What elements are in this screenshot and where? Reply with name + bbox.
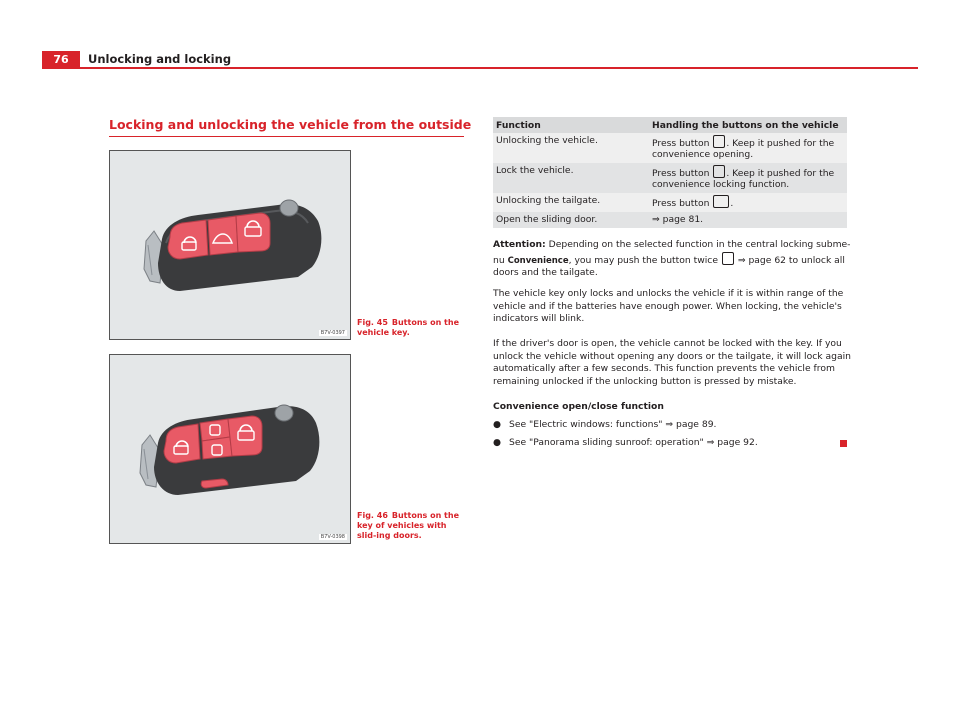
table-row bbox=[493, 133, 847, 163]
figure-label: Fig. 45 bbox=[357, 318, 388, 327]
function-table bbox=[493, 117, 847, 228]
handling-text: . Keep it pushed for the convenience opening. bbox=[652, 138, 835, 160]
column-header-function: Function bbox=[493, 117, 649, 133]
attention-text: , you may push the button twice bbox=[568, 254, 718, 266]
section-rule bbox=[109, 136, 464, 137]
attention-text: ⇒ page 62 to unlock all doors and the tailgate. bbox=[493, 254, 845, 278]
figure-caption-text: Buttons on the key of vehicles with slid-ing doors. bbox=[357, 511, 459, 540]
image-code: B7V-0397 bbox=[320, 330, 345, 336]
column-header-handling: Handling the buttons on the vehicle bbox=[649, 117, 847, 133]
figure-45-image bbox=[109, 150, 351, 340]
attention-paragraph bbox=[493, 239, 851, 280]
menu-name: Convenience bbox=[507, 255, 569, 266]
list-item-text: See "Electric windows: functions" ⇒ page 89. bbox=[509, 419, 717, 430]
driver-door-paragraph bbox=[493, 338, 851, 388]
table-row bbox=[493, 163, 847, 193]
page-reference: ⇒ page 81. bbox=[652, 214, 704, 225]
list-item bbox=[493, 437, 758, 450]
function-cell: Lock the vehicle. bbox=[493, 163, 649, 193]
chapter-title: Unlocking and locking bbox=[88, 52, 232, 66]
figure-caption-text: Buttons on the vehicle key. bbox=[357, 318, 459, 337]
unlock-icon bbox=[722, 252, 734, 265]
handling-text: Press button bbox=[652, 168, 710, 179]
figure-46-image bbox=[109, 354, 351, 544]
section-end-marker bbox=[840, 440, 847, 447]
function-cell: Open the sliding door. bbox=[493, 212, 649, 228]
figure-46-caption bbox=[357, 511, 467, 541]
handling-text: Press button bbox=[652, 138, 710, 149]
convenience-heading: Convenience open/close function bbox=[493, 401, 664, 412]
list-item bbox=[493, 419, 716, 432]
tailgate-icon bbox=[713, 195, 729, 208]
car-key-illustration bbox=[110, 151, 350, 339]
handling-text: Press button bbox=[652, 198, 710, 209]
handling-text: . bbox=[730, 198, 734, 209]
handling-cell bbox=[649, 212, 847, 228]
table-row bbox=[493, 212, 847, 228]
attention-text: Depending on the selected function in the central locking subme-nu bbox=[493, 239, 851, 266]
header-rule bbox=[42, 67, 918, 69]
car-key-sliding-doors-illustration bbox=[110, 355, 350, 543]
attention-label: Attention: bbox=[493, 239, 546, 250]
lock-icon bbox=[713, 165, 725, 178]
list-item-text: See "Panorama sliding sunroof: operation" ⇒ page 92. bbox=[509, 437, 758, 448]
handling-cell bbox=[649, 193, 847, 212]
section-title: Locking and unlocking the vehicle from the outside bbox=[109, 117, 472, 132]
handling-cell bbox=[649, 133, 847, 163]
figure-label: Fig. 46 bbox=[357, 511, 388, 520]
bullet-icon: ● bbox=[493, 437, 502, 448]
function-cell: Unlocking the tailgate. bbox=[493, 193, 649, 212]
bullet-icon: ● bbox=[493, 419, 502, 430]
range-paragraph bbox=[493, 288, 851, 326]
handling-cell bbox=[649, 163, 847, 193]
paragraph-text: The vehicle key only locks and unlocks the vehicle if it is within range of the vehicle and if the batteries have enough power. When locking, the vehicle's indicators will blink. bbox=[493, 288, 844, 324]
image-code: B7V-0398 bbox=[320, 534, 345, 540]
table-header-row bbox=[493, 117, 847, 133]
figure-45-caption bbox=[357, 318, 467, 338]
page-number: 76 bbox=[42, 51, 80, 68]
handling-text: . Keep it pushed for the convenience locking function. bbox=[652, 168, 835, 190]
paragraph-text: If the driver's door is open, the vehicle cannot be locked with the key. If you unlock the vehicle without opening any doors or the tailgate, it will lock again automatically after a few seconds. This function prevents the vehicle from remaining unlocked if the unlocking button is pressed by mistake. bbox=[493, 338, 851, 387]
unlock-icon bbox=[713, 135, 725, 148]
function-cell: Unlocking the vehicle. bbox=[493, 133, 649, 163]
table-row bbox=[493, 193, 847, 212]
